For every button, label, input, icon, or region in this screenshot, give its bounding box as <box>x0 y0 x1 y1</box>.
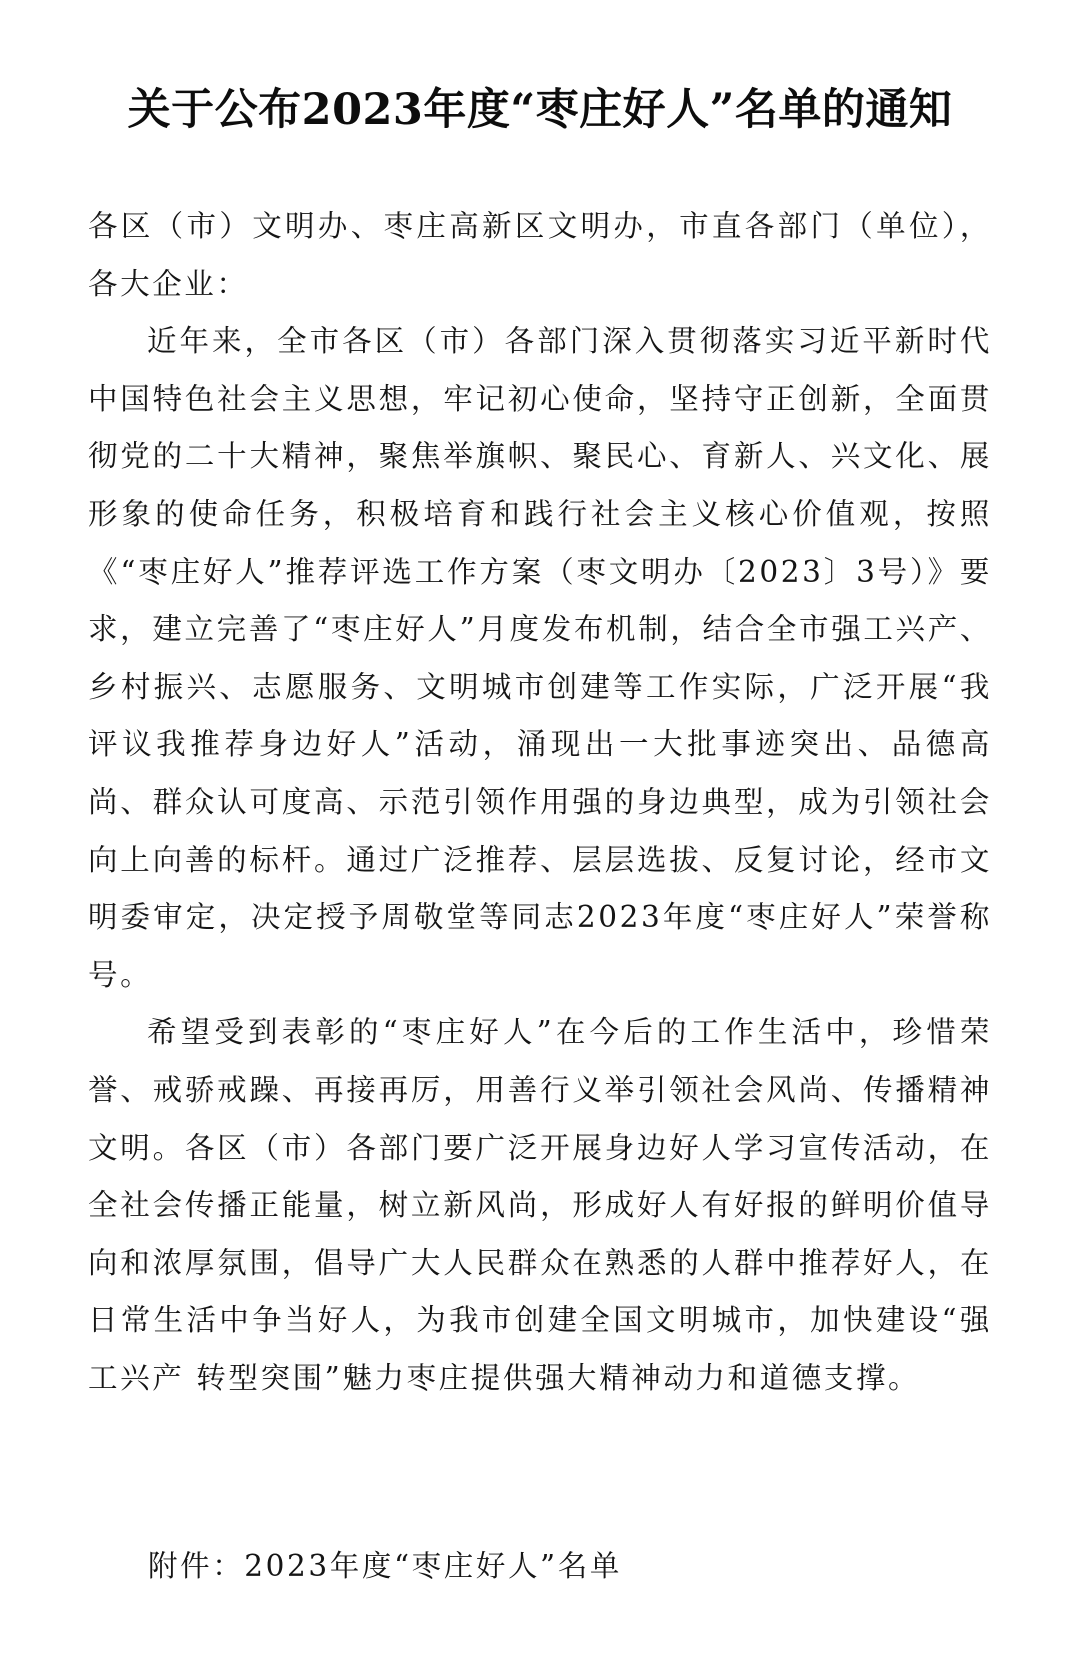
salutation: 各区（市）文明办、枣庄高新区文明办，市直各部门（单位），各大企业： <box>88 209 992 301</box>
document-body <box>88 198 992 1407</box>
attachment-note: 附件：2023年度“枣庄好人”名单 <box>148 1549 622 1583</box>
document-title: 关于公布2023年度“枣庄好人”名单的通知 <box>127 84 953 135</box>
paragraph-2: 希望受到表彰的“枣庄好人”在今后的工作生活中，珍惜荣誉、戒骄戒躁、再接再厉，用善行义举引领社会风尚、传播精神文明。各区（市）各部门要广泛开展身边好人学习宣传活动，在全社会传播正能量，树立新风尚，形成好人有好报的鲜明价值导向和浓厚氛围，倡导广大人民群众在熟悉的人群中推荐好人，在日常生活中争当好人，为我市创建全国文明城市，加快建设“强工兴产 转型突围”魅力枣庄提供强大精神动力和道德支撑。 <box>88 1015 992 1395</box>
paragraph-1: 近年来，全市各区（市）各部门深入贯彻落实习近平新时代中国特色社会主义思想，牢记初心使命，坚持守正创新，全面贯彻党的二十大精神，聚焦举旗帜、聚民心、育新人、兴文化、展形象的使命任务，积极培育和践行社会主义核心价值观，按照《“枣庄好人”推荐评选工作方案（枣文明办〔2023〕3号）》要求，建立完善了“枣庄好人”月度发布机制，结合全市强工兴产、乡村振兴、志愿服务、文明城市创建等工作实际，广泛开展“我评议我推荐身边好人”活动，涌现出一大批事迹突出、品德高尚、群众认可度高、示范引领作用强的身边典型，成为引领社会向上向善的标杆。通过广泛推荐、层层选拔、反复讨论，经市文明委审定，决定授予周敬堂等同志2023年度“枣庄好人”荣誉称号。 <box>88 324 992 992</box>
